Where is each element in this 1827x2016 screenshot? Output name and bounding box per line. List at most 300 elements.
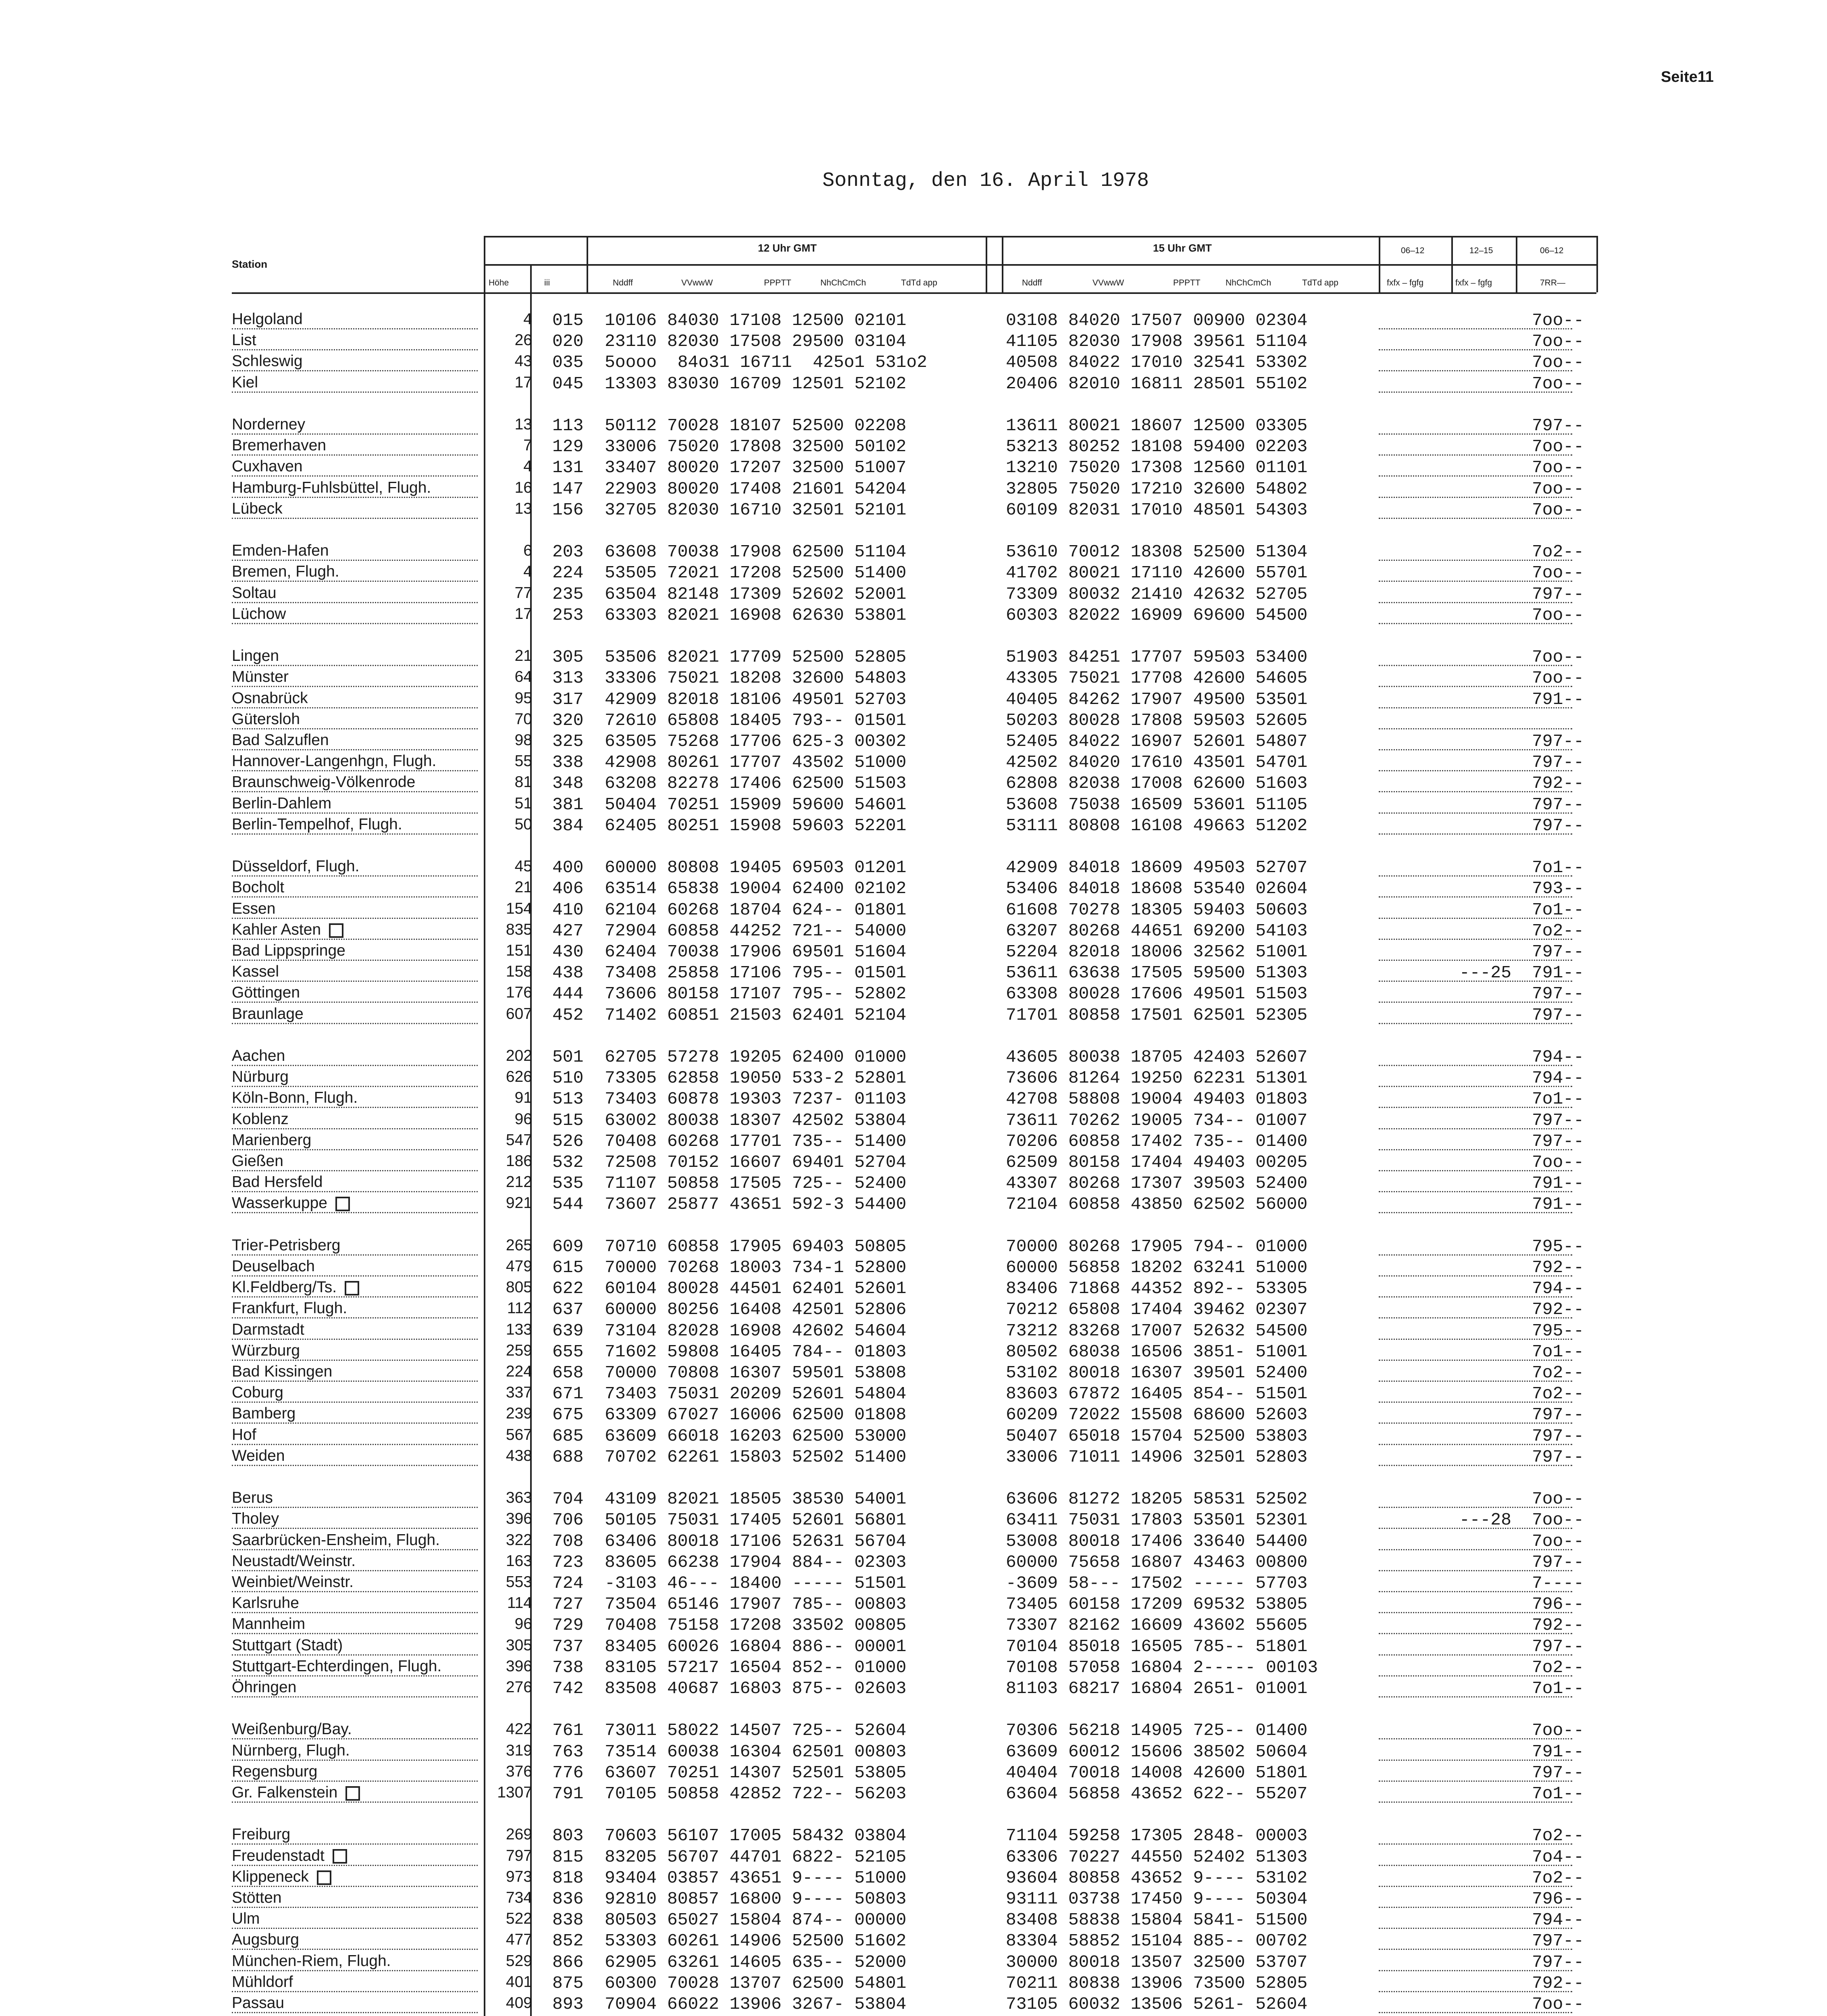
station-height: 7 [523, 437, 532, 454]
station-height: 269 [506, 1826, 532, 1843]
station-height: 81 [514, 773, 532, 791]
obs-15utc: 40508 84022 17010 32541 53302 [1006, 352, 1308, 373]
leader-line [232, 1212, 478, 1213]
precip-group: 791-- [1532, 689, 1584, 709]
station-label: Passau [232, 1994, 285, 2012]
obs-12utc: 62104 60268 18704 624-- 01801 [605, 900, 907, 920]
station-index: 410 [552, 900, 584, 920]
station-height: 973 [506, 1868, 532, 1885]
station-label: Bad Salzuflen [232, 731, 329, 749]
station-height: 95 [514, 689, 532, 707]
precip-group: 797-- [1532, 1447, 1584, 1467]
leader-line [232, 1801, 478, 1803]
station-label: Trier-Petrisberg [232, 1236, 341, 1254]
station-label: Lingen [232, 647, 279, 665]
station-height: 921 [506, 1194, 532, 1212]
station-label: Gießen [232, 1152, 283, 1170]
station-height: 607 [506, 1005, 532, 1023]
extra-sub-2: 7RR— [1540, 278, 1566, 287]
station-index: 729 [552, 1615, 584, 1635]
station-index: 852 [552, 1931, 584, 1951]
obs-15utc: 60303 82022 16909 69600 54500 [1006, 605, 1308, 625]
station-name [232, 1573, 354, 1591]
precip-group: 791-- [1532, 1194, 1584, 1214]
leader-line [232, 1570, 478, 1571]
station-label: Ulm [232, 1910, 260, 1928]
obs-12utc: 70105 50858 42852 722-- 56203 [605, 1784, 907, 1804]
station-height: 45 [514, 858, 532, 875]
obs-12utc: 53506 82021 17709 52500 52805 [605, 647, 907, 667]
station-label: Gr. Falkenstein [232, 1784, 338, 1801]
leader-line [232, 497, 478, 498]
station-name [232, 479, 431, 497]
precip-group: 797-- [1532, 1552, 1584, 1572]
station-index: 203 [552, 542, 584, 562]
precip-group: 7oo-- [1532, 647, 1584, 667]
precip-group: 7o2-- [1532, 1384, 1584, 1404]
station-index: 723 [552, 1552, 584, 1572]
col15-0: Nddff [1022, 278, 1042, 287]
station-label: Berlin-Tempelhof, Flugh. [232, 815, 402, 833]
page-number: Seite11 [1661, 69, 1714, 85]
obs-12utc: 33306 75021 18208 32600 54803 [605, 668, 907, 688]
leader-line [232, 686, 478, 687]
obs-15utc: 63606 81272 18205 58531 52502 [1006, 1489, 1308, 1509]
leader-line [232, 1444, 478, 1445]
leader-line [232, 475, 478, 477]
station-label: Kiel [232, 373, 258, 391]
station-height: 239 [506, 1405, 532, 1422]
obs-15utc: 53102 80018 16307 39501 52400 [1006, 1363, 1308, 1383]
col15-2: PPPTT [1173, 278, 1201, 287]
station-name [232, 752, 436, 770]
station-name [232, 984, 300, 1002]
station-height: 212 [506, 1173, 532, 1191]
station-height: 114 [507, 1594, 532, 1612]
station-index: 338 [552, 752, 584, 773]
station-name [232, 1510, 279, 1528]
station-name [232, 331, 256, 349]
station-height: 96 [514, 1615, 532, 1633]
precip-group: 7oo-- [1532, 1510, 1584, 1530]
obs-15utc: 42708 58808 19004 49403 01803 [1006, 1089, 1308, 1109]
station-index: 688 [552, 1447, 584, 1467]
precip-group: 7o2-- [1532, 921, 1584, 941]
obs-12utc: 70000 70268 18003 734-1 52800 [605, 1258, 907, 1277]
obs-15utc: 93604 80858 43652 9---- 53102 [1006, 1868, 1308, 1888]
col15-4: TdTd app [1302, 278, 1338, 287]
station-height: 477 [506, 1931, 532, 1949]
obs-15utc: 51903 84251 17707 59503 53400 [1006, 647, 1308, 667]
leader-line [232, 1675, 478, 1677]
station-index: 427 [552, 921, 584, 941]
obs-15utc: 63609 60012 15606 38502 50604 [1006, 1741, 1308, 1762]
obs-15utc: 13611 80021 18607 12500 03305 [1006, 416, 1308, 435]
leader-line [232, 1549, 478, 1550]
station-height: 21 [514, 647, 532, 665]
station-height: 55 [514, 752, 532, 770]
station-height: 176 [506, 984, 532, 1002]
station-height: 6 [523, 542, 532, 560]
station-index: 452 [552, 1005, 584, 1025]
leader-line [232, 1528, 478, 1529]
precip-group: 794-- [1532, 1279, 1584, 1299]
station-name [232, 1384, 283, 1402]
station-height: 4 [523, 458, 532, 475]
station-name [232, 1489, 273, 1507]
station-name [232, 1089, 358, 1107]
station-index: 348 [552, 773, 584, 793]
leader-line [232, 960, 478, 961]
station-index: 791 [552, 1784, 584, 1804]
station-name [232, 1300, 347, 1317]
station-height: 26 [514, 331, 532, 349]
station-height: 158 [506, 963, 532, 981]
station-label: Marienberg [232, 1131, 312, 1149]
precip-group: 797-- [1532, 1405, 1584, 1425]
obs-15utc: 60000 56858 18202 63241 51000 [1006, 1258, 1308, 1277]
obs-12utc: 73408 25858 17106 795-- 01501 [605, 963, 907, 983]
station-index: 513 [552, 1089, 584, 1109]
station-height: 17 [514, 605, 532, 623]
leader-line [232, 1023, 478, 1024]
station-index: 400 [552, 858, 584, 878]
station-name [232, 437, 326, 454]
station-label: Bremerhaven [232, 437, 327, 454]
station-index: 515 [552, 1110, 584, 1130]
obs-12utc: 72508 70152 16607 69401 52704 [605, 1152, 907, 1172]
station-name [232, 605, 286, 623]
obs-15utc: 70206 60858 17402 735-- 01400 [1006, 1131, 1308, 1151]
station-label: Neustadt/Weinstr. [232, 1552, 356, 1570]
station-height: 77 [514, 584, 532, 602]
leader-line [232, 454, 478, 456]
obs-15utc: 73606 81264 19250 62231 51301 [1006, 1068, 1308, 1088]
obs-15utc: 72104 60858 43850 62502 56000 [1006, 1194, 1308, 1214]
station-index: 320 [552, 710, 584, 730]
obs-12utc: 83508 40687 16803 875-- 02603 [605, 1679, 907, 1698]
obs-15utc: 52405 84022 16907 52601 54807 [1006, 731, 1308, 751]
station-name [232, 1321, 304, 1339]
station-label: Düsseldorf, Flugh. [232, 858, 360, 875]
precip-group: 796-- [1532, 1594, 1584, 1614]
col12-2: PPPTT [764, 278, 791, 287]
leader-line [232, 1402, 478, 1403]
station-label: Weiden [232, 1447, 285, 1464]
obs-15utc: 73105 60032 13506 5261- 52604 [1006, 1994, 1308, 2014]
station-label: Lübeck [232, 500, 283, 517]
obs-12utc: 71602 59808 16405 784-- 01803 [605, 1341, 907, 1362]
station-height: 409 [506, 1994, 532, 2012]
station-label: Bocholt [232, 879, 285, 896]
station-name [232, 1173, 323, 1191]
precip-group: 791-- [1532, 1741, 1584, 1762]
station-name [232, 1615, 305, 1633]
station-name [232, 689, 308, 707]
station-height: 422 [506, 1720, 532, 1738]
station-index: 803 [552, 1826, 584, 1846]
leader-line [232, 560, 478, 561]
station-name [232, 584, 277, 602]
obs-15utc: 63604 56858 43652 622-- 55207 [1006, 1784, 1308, 1804]
obs-12utc: 63514 65838 19004 62400 02102 [605, 879, 907, 899]
station-height: 322 [506, 1531, 532, 1549]
obs-15utc: 60000 75658 16807 43463 00800 [1006, 1552, 1308, 1572]
station-name [232, 1005, 304, 1023]
precip-group: 7oo-- [1532, 1994, 1584, 2014]
station-name [232, 1720, 352, 1738]
precip-group: 797-- [1532, 942, 1584, 962]
leader-line [232, 1275, 478, 1277]
obs-15utc: 43307 80268 17307 39503 52400 [1006, 1173, 1308, 1193]
col12-4: TdTd app [901, 278, 937, 287]
station-index: 131 [552, 458, 584, 478]
station-index: 235 [552, 584, 584, 604]
precip-group: 793-- [1532, 879, 1584, 899]
precip-group: 797-- [1532, 815, 1584, 835]
station-height: 553 [506, 1573, 532, 1591]
obs-15utc: 40404 70018 14008 42600 51801 [1006, 1762, 1308, 1783]
station-index: 317 [552, 689, 584, 709]
station-index: 738 [552, 1657, 584, 1677]
station-label: Lüchow [232, 605, 286, 623]
gust-value: ---25 [1459, 963, 1512, 983]
station-name [232, 1658, 441, 1675]
leader-line [232, 812, 478, 814]
leader-line [232, 1865, 478, 1866]
obs-12utc: 73607 25877 43651 592-3 54400 [605, 1194, 907, 1214]
station-height: 151 [506, 942, 532, 959]
precip-group: 7oo-- [1532, 563, 1584, 583]
obs-15utc: 70000 80268 17905 794-- 01000 [1006, 1236, 1308, 1256]
station-height: 337 [506, 1384, 532, 1402]
station-height: 91 [514, 1089, 532, 1107]
obs-15utc: 33006 71011 14906 32501 52803 [1006, 1447, 1308, 1467]
station-name [232, 1910, 260, 1928]
station-index: 430 [552, 942, 584, 962]
leader-line [232, 1128, 478, 1129]
leader-line [232, 518, 478, 519]
extra-sub-1: fxfx – fgfg [1455, 278, 1492, 287]
precip-group: 7o2-- [1532, 1868, 1584, 1888]
obs-15utc: 41702 80021 17110 42600 55701 [1006, 563, 1308, 583]
precip-group: 7o1-- [1532, 900, 1584, 920]
precip-group: 7o2-- [1532, 1363, 1584, 1383]
station-index: 761 [552, 1720, 584, 1741]
mountain-station-marker-icon [345, 1281, 359, 1295]
precip-group: 7o2-- [1532, 1657, 1584, 1677]
station-index: 526 [552, 1131, 584, 1151]
station-index: 113 [552, 416, 584, 435]
page-title: Sonntag, den 16. April 1978 [822, 169, 1149, 192]
leader-line [232, 1991, 478, 1992]
precip-group: 794-- [1532, 1047, 1584, 1067]
precip-group: 797-- [1532, 584, 1584, 604]
precip-group: 7oo-- [1532, 500, 1584, 520]
station-name [232, 374, 258, 392]
station-index: 501 [552, 1047, 584, 1067]
precip-group: 797-- [1532, 1426, 1584, 1446]
station-label: Aachen [232, 1047, 285, 1064]
station-name [232, 1426, 256, 1444]
station-name [232, 1994, 284, 2012]
obs-12utc: 50112 70028 18107 52500 02208 [605, 416, 907, 435]
obs-12utc: 73606 80158 17107 795-- 52802 [605, 984, 907, 1004]
obs-15utc: 62509 80158 17404 49403 00205 [1006, 1152, 1308, 1172]
station-index: 325 [552, 731, 584, 751]
station-index: 544 [552, 1194, 584, 1214]
leader-line [232, 1065, 478, 1066]
station-label: München-Riem, Flugh. [232, 1952, 391, 1970]
obs-15utc: 83408 58838 15804 5841- 51500 [1006, 1910, 1308, 1930]
mountain-station-marker-icon [333, 1849, 347, 1864]
obs-12utc: 63609 66018 16203 62500 53000 [605, 1426, 907, 1446]
leader-line [232, 896, 478, 898]
station-label: Deuselbach [232, 1258, 315, 1275]
obs-15utc: 73405 60158 17209 69532 53805 [1006, 1594, 1308, 1614]
station-index: 893 [552, 1994, 584, 2014]
station-name [232, 1258, 315, 1275]
station-index: 655 [552, 1341, 584, 1362]
station-index: 035 [552, 352, 584, 373]
station-label: Nürnberg, Flugh. [232, 1741, 350, 1759]
precip-group: 792-- [1532, 1300, 1584, 1320]
obs-12utc: 60000 80256 16408 42501 52806 [605, 1300, 907, 1320]
precip-group: 7oo-- [1532, 1531, 1584, 1551]
obs-15utc: 81103 68217 16804 2651- 01001 [1006, 1679, 1308, 1698]
obs-12utc: 73403 60878 19303 7237- 01103 [605, 1089, 907, 1109]
precip-group: 7o1-- [1532, 1679, 1584, 1698]
station-name [232, 1952, 391, 1970]
obs-15utc: 53008 80018 17406 33640 54400 [1006, 1531, 1308, 1551]
precip-group: 7oo-- [1532, 437, 1584, 457]
obs-12utc: 63309 67027 16006 62500 01808 [605, 1405, 907, 1425]
station-index: 535 [552, 1173, 584, 1193]
station-name [232, 963, 279, 981]
mountain-station-marker-icon [335, 1197, 350, 1211]
station-index: 742 [552, 1679, 584, 1698]
leader-line [232, 1360, 478, 1361]
leader-line [232, 581, 478, 582]
station-label: Weinbiet/Weinstr. [232, 1573, 354, 1591]
obs-12utc: 32705 82030 16710 32501 52101 [605, 500, 907, 520]
station-label: Coburg [232, 1384, 283, 1402]
mountain-station-marker-icon [317, 1870, 331, 1885]
station-label: Göttingen [232, 984, 300, 1002]
obs-12utc: 62905 63261 14605 635-- 52000 [605, 1952, 907, 1972]
station-name [232, 1279, 359, 1296]
leader-line [232, 1886, 478, 1887]
station-name [232, 1047, 285, 1065]
station-index: 818 [552, 1868, 584, 1888]
precip-group: 797-- [1532, 1762, 1584, 1783]
leader-line [232, 1970, 478, 1971]
station-height: 51 [514, 794, 532, 812]
station-height: 98 [514, 731, 532, 749]
station-index: 622 [552, 1279, 584, 1299]
station-label: Osnabrück [232, 689, 308, 707]
station-name [232, 1552, 356, 1570]
obs-12utc: 43109 82021 18505 38530 54001 [605, 1489, 907, 1509]
obs-12utc: 33006 75020 17808 32500 50102 [605, 437, 907, 457]
obs-12utc: 73504 65146 17907 785-- 00803 [605, 1594, 907, 1614]
station-name [232, 1194, 350, 1212]
station-height: 376 [506, 1762, 532, 1780]
extra-sub-0: fxfx – fgfg [1387, 278, 1424, 287]
station-index: 639 [552, 1320, 584, 1341]
obs-12utc: 80503 65027 15804 874-- 00000 [605, 1910, 907, 1930]
station-name [232, 921, 343, 939]
station-label: List [232, 331, 256, 349]
obs-12utc: 63208 82278 17406 62500 51503 [605, 773, 907, 793]
col15-1: VVwwW [1092, 278, 1124, 287]
leader-line [232, 875, 478, 877]
station-label: Saarbrücken-Ensheim, Flugh. [232, 1531, 440, 1549]
station-name [232, 1973, 293, 1991]
station-height: 438 [506, 1447, 532, 1464]
obs-12utc: 10106 84030 17108 12500 02101 [605, 310, 907, 330]
station-name [232, 816, 402, 833]
station-height: 529 [506, 1952, 532, 1970]
station-label: Würzburg [232, 1341, 300, 1359]
obs-12utc: 62404 70038 17906 69501 51604 [605, 942, 907, 962]
station-index: 708 [552, 1531, 584, 1551]
leader-line [232, 1107, 478, 1108]
station-height: 17 [514, 373, 532, 391]
station-height: 163 [506, 1552, 532, 1570]
obs-15utc: 60209 72022 15508 68600 52603 [1006, 1405, 1308, 1425]
station-label: Kahler Asten [232, 921, 321, 938]
obs-15utc: 62808 82038 17008 62600 51603 [1006, 773, 1308, 793]
precip-group: 7o4-- [1532, 1847, 1584, 1867]
precip-group: 7oo-- [1532, 1720, 1584, 1741]
obs-12utc: 22903 80020 17408 21601 54204 [605, 479, 907, 499]
obs-12utc: 83205 56707 44701 6822- 52105 [605, 1847, 907, 1867]
obs-12utc: 73403 75031 20209 52601 54804 [605, 1384, 907, 1404]
obs-15utc: 13210 75020 17308 12560 01101 [1006, 458, 1308, 478]
obs-15utc: 41105 82030 17908 39561 51104 [1006, 331, 1308, 352]
station-label: Bremen, Flugh. [232, 563, 339, 581]
obs-15utc: 50203 80028 17808 59503 52605 [1006, 710, 1308, 730]
col12-1: VVwwW [681, 278, 713, 287]
obs-12utc: 63505 75268 17706 625-3 00302 [605, 731, 907, 751]
station-height: 154 [506, 900, 532, 917]
station-height: 319 [506, 1741, 532, 1759]
station-label: Bamberg [232, 1405, 296, 1422]
station-height: 16 [514, 479, 532, 496]
precip-group: 797-- [1532, 1952, 1584, 1972]
station-index: 313 [552, 668, 584, 688]
leader-line [232, 1002, 478, 1003]
station-label: Stuttgart (Stadt) [232, 1636, 343, 1654]
station-height: 21 [514, 879, 532, 896]
station-height: 567 [506, 1426, 532, 1443]
obs-12utc: -3103 46--- 18400 ----- 51501 [605, 1573, 907, 1593]
leader-line [232, 1086, 478, 1087]
station-name [232, 710, 300, 728]
station-label: Freudenstadt [232, 1847, 325, 1864]
obs-15utc: 73307 82162 16609 43602 55605 [1006, 1615, 1308, 1635]
precip-group: 797-- [1532, 1110, 1584, 1130]
leader-line [232, 707, 478, 708]
station-label: Cuxhaven [232, 458, 303, 475]
station-label: Berus [232, 1489, 273, 1507]
station-height: 626 [506, 1068, 532, 1086]
station-index: 836 [552, 1889, 584, 1909]
obs-15utc: 80502 68038 16506 3851- 51001 [1006, 1341, 1308, 1362]
station-height: 396 [506, 1657, 532, 1675]
precip-group: 7oo-- [1532, 668, 1584, 688]
